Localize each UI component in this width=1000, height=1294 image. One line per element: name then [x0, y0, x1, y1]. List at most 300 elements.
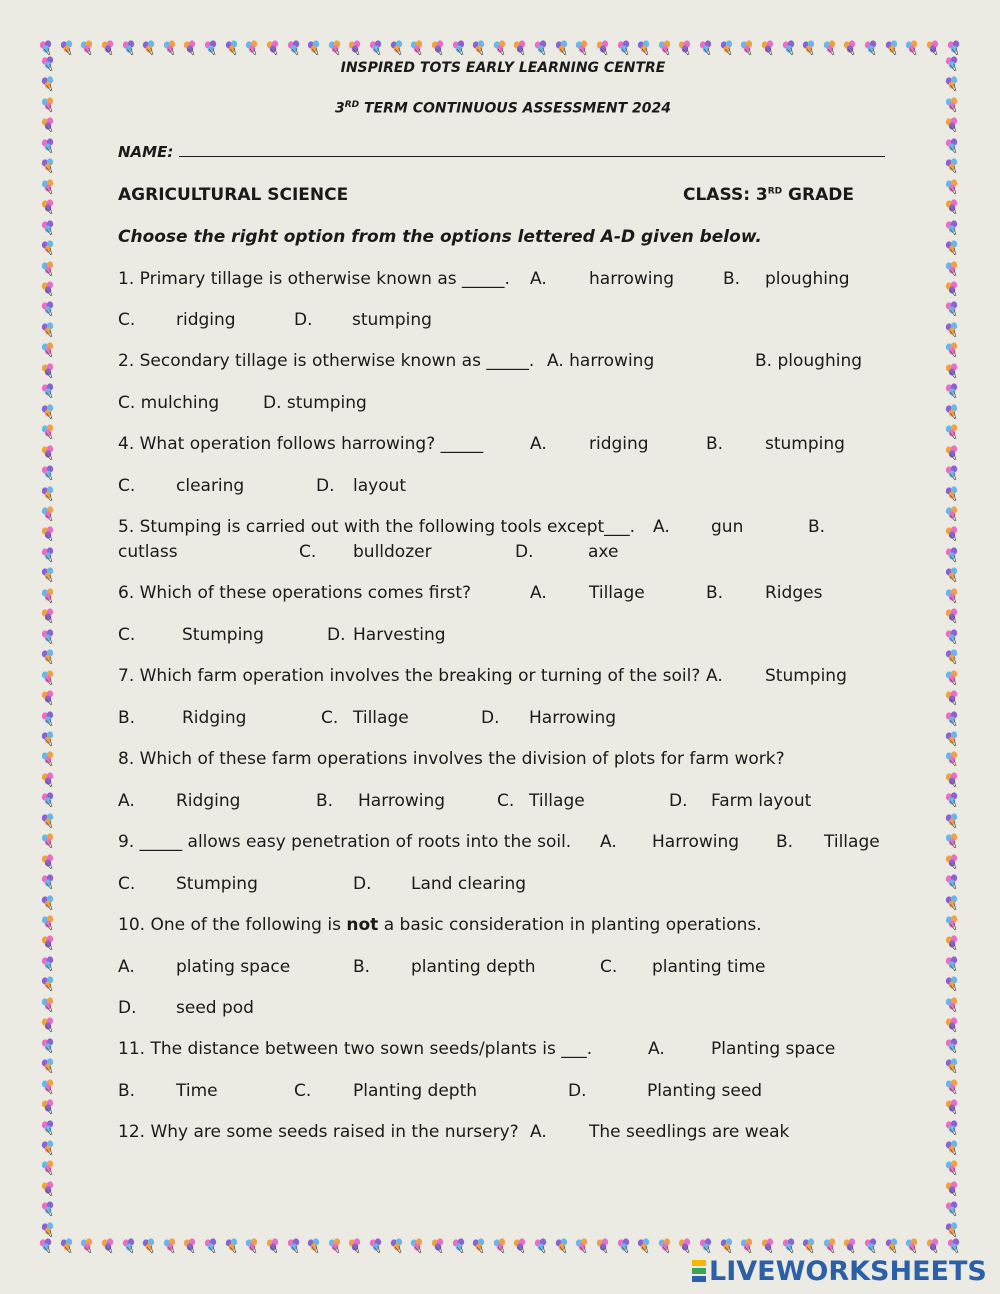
q7-option-c-letter: C. [321, 708, 339, 728]
q11-option-b-letter: B. [118, 1081, 136, 1101]
q8-option-b: Harrowing [358, 791, 446, 811]
balloon-icon [944, 690, 960, 706]
balloon-icon [944, 1201, 960, 1217]
balloon-icon [40, 997, 56, 1013]
balloon-icon [944, 711, 960, 727]
q12-option-a: The seedlings are weak [589, 1122, 790, 1142]
balloon-icon [533, 40, 549, 56]
balloon-icon [451, 40, 467, 56]
q6-option-b: Ridges [765, 583, 823, 603]
balloon-icon [739, 40, 755, 56]
balloon-icon [471, 40, 487, 56]
balloon-icon [944, 56, 960, 72]
balloon-icon [636, 40, 652, 56]
balloon-icon [182, 1238, 198, 1254]
balloon-icon [182, 40, 198, 56]
balloon-icon [40, 240, 56, 256]
balloon-icon [244, 40, 260, 56]
balloon-icon [944, 383, 960, 399]
q5-option-c-letter: C. [299, 542, 317, 562]
balloon-icon [40, 1038, 56, 1054]
balloon-icon [306, 40, 322, 56]
assessment-title: 3RD TERM CONTINUOUS ASSESSMENT 2024 [334, 100, 672, 117]
balloon-icon [944, 1058, 960, 1074]
balloon-icon [944, 772, 960, 788]
balloon-icon [944, 220, 960, 236]
balloon-icon [40, 731, 56, 747]
balloon-icon [38, 1238, 54, 1254]
q2-option-a: A. harrowing [547, 351, 655, 371]
q4-option-d-letter: D. [316, 476, 335, 496]
balloon-icon [40, 465, 56, 481]
balloon-icon [554, 40, 570, 56]
balloon-icon [944, 935, 960, 951]
balloon-icon [306, 1238, 322, 1254]
name-label: NAME: [118, 143, 179, 161]
balloon-icon [286, 1238, 302, 1254]
q5-option-b: cutlass [118, 542, 178, 562]
balloon-icon [327, 40, 343, 56]
q1-option-a: harrowing [589, 269, 675, 289]
balloon-icon [40, 322, 56, 338]
balloon-icon [698, 1238, 714, 1254]
balloon-icon [719, 1238, 735, 1254]
q9-option-d-letter: D. [353, 874, 372, 894]
balloon-icon [224, 40, 240, 56]
q5-option-b-letter: B. [808, 517, 826, 537]
balloon-icon [944, 117, 960, 133]
balloon-icon [162, 40, 178, 56]
balloon-icon [430, 1238, 446, 1254]
q6-option-c: Stumping [182, 625, 264, 645]
q9-option-c-letter: C. [118, 874, 136, 894]
balloon-icon [739, 1238, 755, 1254]
q8-option-a-letter: A. [118, 791, 135, 811]
q10-option-d: seed pod [176, 998, 254, 1018]
balloon-icon [40, 874, 56, 890]
balloon-icon [40, 1140, 56, 1156]
q4-option-d: layout [353, 476, 407, 496]
balloon-icon [944, 833, 960, 849]
balloon-icon [59, 40, 75, 56]
question-8-stem: 8. Which of these farm operations involves the division of plots for farm work? [118, 749, 785, 769]
balloon-icon [40, 506, 56, 522]
balloon-icon [40, 424, 56, 440]
balloon-icon [944, 322, 960, 338]
q6-option-a-letter: A. [530, 583, 547, 603]
balloon-icon [141, 40, 157, 56]
balloon-icon [40, 915, 56, 931]
balloon-icon [100, 1238, 116, 1254]
subject-title: AGRICULTURAL SCIENCE [118, 185, 349, 205]
balloon-icon [40, 1120, 56, 1136]
q6-option-a: Tillage [589, 583, 645, 603]
question-11-stem: 11. The distance between two sown seeds/plants is ___. [118, 1039, 593, 1059]
balloon-icon [451, 1238, 467, 1254]
q10-option-b: planting depth [411, 957, 536, 977]
q7-option-c: Tillage [353, 708, 409, 728]
q2-option-c: C. mulching [118, 393, 220, 413]
q7-option-a-letter: A. [706, 666, 723, 686]
balloon-icon [40, 588, 56, 604]
q9-option-c: Stumping [176, 874, 258, 894]
balloon-icon [121, 1238, 137, 1254]
balloon-icon [40, 138, 56, 154]
balloon-icon [244, 1238, 260, 1254]
balloon-icon [595, 40, 611, 56]
balloon-icon [801, 1238, 817, 1254]
q4-option-b: stumping [765, 434, 845, 454]
q12-option-a-letter: A. [530, 1122, 547, 1142]
balloon-icon [822, 1238, 838, 1254]
q8-option-c: Tillage [529, 791, 585, 811]
question-10-stem: 10. One of the following is not a basic consideration in planting operations. [118, 915, 762, 935]
q11-option-c-letter: C. [294, 1081, 312, 1101]
balloon-icon [79, 40, 95, 56]
balloon-icon [944, 649, 960, 665]
q8-option-a: Ridging [176, 791, 241, 811]
balloon-icon [944, 567, 960, 583]
balloon-icon [40, 976, 56, 992]
balloon-icon [944, 281, 960, 297]
q1-option-c-letter: C. [118, 310, 136, 330]
q6-option-c-letter: C. [118, 625, 136, 645]
balloon-icon [944, 179, 960, 195]
q8-option-c-letter: C. [497, 791, 515, 811]
balloon-icon [40, 956, 56, 972]
q11-option-d: Planting seed [647, 1081, 763, 1101]
balloon-icon [944, 976, 960, 992]
balloon-icon [904, 40, 920, 56]
balloon-icon [327, 1238, 343, 1254]
q5-option-a-letter: A. [653, 517, 670, 537]
balloon-icon [636, 1238, 652, 1254]
balloon-icon [760, 1238, 776, 1254]
balloon-icon [944, 629, 960, 645]
q10-option-a-letter: A. [118, 957, 135, 977]
balloon-icon [141, 1238, 157, 1254]
q5-option-a: gun [711, 517, 744, 537]
balloon-icon [884, 40, 900, 56]
balloon-icon [40, 895, 56, 911]
balloon-icon [40, 711, 56, 727]
q10-option-b-letter: B. [353, 957, 371, 977]
balloon-icon [944, 506, 960, 522]
q6-option-d: Harvesting [353, 625, 446, 645]
balloon-icon [59, 1238, 75, 1254]
balloon-icon [40, 363, 56, 379]
q10-option-d-letter: D. [118, 998, 137, 1018]
balloon-icon [944, 997, 960, 1013]
q1-option-d-letter: D. [294, 310, 313, 330]
balloon-icon [203, 40, 219, 56]
balloon-icon [40, 1017, 56, 1033]
balloon-icon [38, 40, 54, 56]
balloon-icon [100, 40, 116, 56]
balloon-icon [162, 1238, 178, 1254]
balloon-icon [944, 76, 960, 92]
balloon-icon [40, 486, 56, 502]
balloon-icon [265, 40, 281, 56]
balloon-icon [677, 40, 693, 56]
balloon-icon [944, 404, 960, 420]
balloon-icon [40, 1181, 56, 1197]
balloon-icon [40, 342, 56, 358]
balloon-icon [40, 833, 56, 849]
balloon-icon [944, 526, 960, 542]
balloon-icon [40, 935, 56, 951]
q4-option-c-letter: C. [118, 476, 136, 496]
balloon-icon [409, 40, 425, 56]
balloon-icon [40, 179, 56, 195]
q2-option-b: B. ploughing [755, 351, 863, 371]
balloon-icon [944, 670, 960, 686]
balloon-icon [944, 895, 960, 911]
balloon-icon [40, 261, 56, 277]
balloon-icon [944, 261, 960, 277]
balloon-icon [657, 40, 673, 56]
balloon-icon [40, 751, 56, 767]
balloon-icon [944, 445, 960, 461]
balloon-icon [944, 240, 960, 256]
balloon-icon [40, 404, 56, 420]
balloon-icon [40, 629, 56, 645]
name-field[interactable] [118, 142, 885, 161]
balloon-icon [40, 117, 56, 133]
balloon-icon [925, 1238, 941, 1254]
q4-option-c: clearing [176, 476, 245, 496]
balloon-icon [347, 1238, 363, 1254]
balloon-border-top [38, 38, 962, 58]
balloon-icon [265, 1238, 281, 1254]
q11-option-a: Planting space [711, 1039, 836, 1059]
question-6-stem: 6. Which of these operations comes first? [118, 583, 472, 603]
q1-option-a-letter: A. [530, 269, 547, 289]
q7-option-b-letter: B. [118, 708, 136, 728]
balloon-icon [698, 40, 714, 56]
balloon-icon [121, 40, 137, 56]
balloon-icon [944, 1160, 960, 1176]
balloon-icon [224, 1238, 240, 1254]
balloon-icon [677, 1238, 693, 1254]
balloon-icon [554, 1238, 570, 1254]
balloon-icon [616, 1238, 632, 1254]
q1-option-b-letter: B. [723, 269, 741, 289]
balloon-icon [863, 1238, 879, 1254]
q4-option-a-letter: A. [530, 434, 547, 454]
q7-option-d: Harrowing [529, 708, 617, 728]
balloon-icon [944, 813, 960, 829]
balloon-icon [944, 158, 960, 174]
balloon-icon [884, 1238, 900, 1254]
balloon-icon [368, 1238, 384, 1254]
balloon-icon [40, 813, 56, 829]
balloon-icon [40, 199, 56, 215]
balloon-icon [40, 1099, 56, 1115]
q11-option-c: Planting depth [353, 1081, 478, 1101]
balloon-icon [822, 40, 838, 56]
balloon-icon [863, 40, 879, 56]
balloon-icon [944, 588, 960, 604]
balloon-icon [944, 1222, 960, 1238]
balloon-icon [512, 40, 528, 56]
balloon-icon [944, 751, 960, 767]
balloon-icon [471, 1238, 487, 1254]
balloon-icon [944, 1017, 960, 1033]
balloon-icon [409, 1238, 425, 1254]
balloon-icon [40, 547, 56, 563]
balloon-icon [492, 1238, 508, 1254]
balloon-icon [781, 40, 797, 56]
q1-option-b: ploughing [765, 269, 850, 289]
balloon-icon [719, 40, 735, 56]
q7-option-a: Stumping [765, 666, 847, 686]
q9-option-b: Tillage [824, 832, 880, 852]
balloon-icon [904, 1238, 920, 1254]
balloon-icon [595, 1238, 611, 1254]
balloon-icon [944, 1140, 960, 1156]
balloon-icon [40, 1222, 56, 1238]
balloon-icon [40, 1201, 56, 1217]
balloon-icon [40, 567, 56, 583]
balloon-icon [944, 792, 960, 808]
liveworksheets-mark-icon [692, 1259, 706, 1283]
balloon-icon [286, 40, 302, 56]
balloon-icon [389, 40, 405, 56]
balloon-icon [944, 608, 960, 624]
balloon-icon [512, 1238, 528, 1254]
balloon-icon [40, 281, 56, 297]
question-9-stem: 9. _____ allows easy penetration of roots into the soil. [118, 832, 572, 852]
balloon-icon [40, 1079, 56, 1095]
q11-option-b: Time [176, 1081, 218, 1101]
balloon-border-left [38, 56, 58, 1238]
q8-option-d: Farm layout [711, 791, 812, 811]
q7-option-b: Ridging [182, 708, 247, 728]
balloon-icon [946, 1238, 962, 1254]
balloon-icon [40, 383, 56, 399]
balloon-icon [40, 608, 56, 624]
balloon-icon [944, 547, 960, 563]
balloon-icon [946, 40, 962, 56]
balloon-icon [40, 792, 56, 808]
balloon-icon [389, 1238, 405, 1254]
balloon-icon [40, 76, 56, 92]
q4-option-a: ridging [589, 434, 649, 454]
q8-option-b-letter: B. [316, 791, 334, 811]
balloon-icon [40, 158, 56, 174]
balloon-icon [574, 40, 590, 56]
balloon-icon [533, 1238, 549, 1254]
balloon-icon [944, 363, 960, 379]
balloon-icon [944, 342, 960, 358]
balloon-icon [79, 1238, 95, 1254]
q8-option-d-letter: D. [669, 791, 688, 811]
balloon-icon [944, 1181, 960, 1197]
question-7-stem: 7. Which farm operation involves the breaking or turning of the soil? [118, 666, 701, 686]
question-12-stem: 12. Why are some seeds raised in the nursery? [118, 1122, 519, 1142]
balloon-icon [40, 220, 56, 236]
balloon-icon [842, 40, 858, 56]
balloon-icon [40, 301, 56, 317]
liveworksheets-logo-text: LIVEWORKSHEETS [709, 1255, 987, 1287]
balloon-icon [944, 1038, 960, 1054]
balloon-icon [944, 915, 960, 931]
instruction: Choose the right option from the options lettered A-D given below. [118, 227, 762, 247]
liveworksheets-logo[interactable] [692, 1256, 987, 1286]
q5-option-c: bulldozer [353, 542, 432, 562]
balloon-icon [801, 40, 817, 56]
balloon-icon [925, 40, 941, 56]
balloon-icon [944, 956, 960, 972]
q9-option-b-letter: B. [776, 832, 794, 852]
balloon-icon [842, 1238, 858, 1254]
balloon-icon [616, 40, 632, 56]
balloon-icon [203, 1238, 219, 1254]
balloon-icon [944, 874, 960, 890]
q5-option-d: axe [588, 542, 619, 562]
q6-option-b-letter: B. [706, 583, 724, 603]
balloon-icon [944, 465, 960, 481]
balloon-icon [40, 445, 56, 461]
balloon-icon [40, 772, 56, 788]
balloon-icon [40, 1058, 56, 1074]
balloon-icon [40, 649, 56, 665]
balloon-icon [944, 301, 960, 317]
name-blank[interactable] [179, 142, 885, 157]
q9-option-a: Harrowing [652, 832, 740, 852]
q4-option-b-letter: B. [706, 434, 724, 454]
balloon-icon [657, 1238, 673, 1254]
class-label: CLASS: 3RD GRADE [683, 185, 854, 205]
q9-option-a-letter: A. [600, 832, 617, 852]
balloon-icon [40, 56, 56, 72]
balloon-icon [40, 1160, 56, 1176]
q10-option-c-letter: C. [600, 957, 618, 977]
balloon-icon [492, 40, 508, 56]
balloon-icon [40, 97, 56, 113]
balloon-icon [347, 40, 363, 56]
balloon-icon [430, 40, 446, 56]
worksheet-page [38, 38, 962, 1256]
question-2-stem: 2. Secondary tillage is otherwise known as _____. [118, 351, 535, 371]
balloon-icon [944, 486, 960, 502]
balloon-icon [944, 1079, 960, 1095]
balloon-icon [944, 1099, 960, 1115]
q10-option-c: planting time [652, 957, 766, 977]
balloon-icon [368, 40, 384, 56]
balloon-icon [944, 138, 960, 154]
question-4-stem: 4. What operation follows harrowing? _____ [118, 434, 484, 454]
q1-option-d: stumping [352, 310, 432, 330]
balloon-icon [944, 854, 960, 870]
balloon-icon [944, 199, 960, 215]
balloon-icon [40, 854, 56, 870]
balloon-border-right [942, 56, 962, 1238]
balloon-icon [944, 731, 960, 747]
q5-option-d-letter: D. [515, 542, 534, 562]
q9-option-d: Land clearing [411, 874, 527, 894]
q2-option-d: D. stumping [263, 393, 367, 413]
q10-option-a: plating space [176, 957, 291, 977]
balloon-icon [40, 670, 56, 686]
balloon-icon [944, 97, 960, 113]
balloon-border-bottom [38, 1236, 962, 1256]
balloon-icon [760, 40, 776, 56]
q7-option-d-letter: D. [481, 708, 500, 728]
question-1-stem: 1. Primary tillage is otherwise known as _____. [118, 269, 510, 289]
balloon-icon [944, 1120, 960, 1136]
